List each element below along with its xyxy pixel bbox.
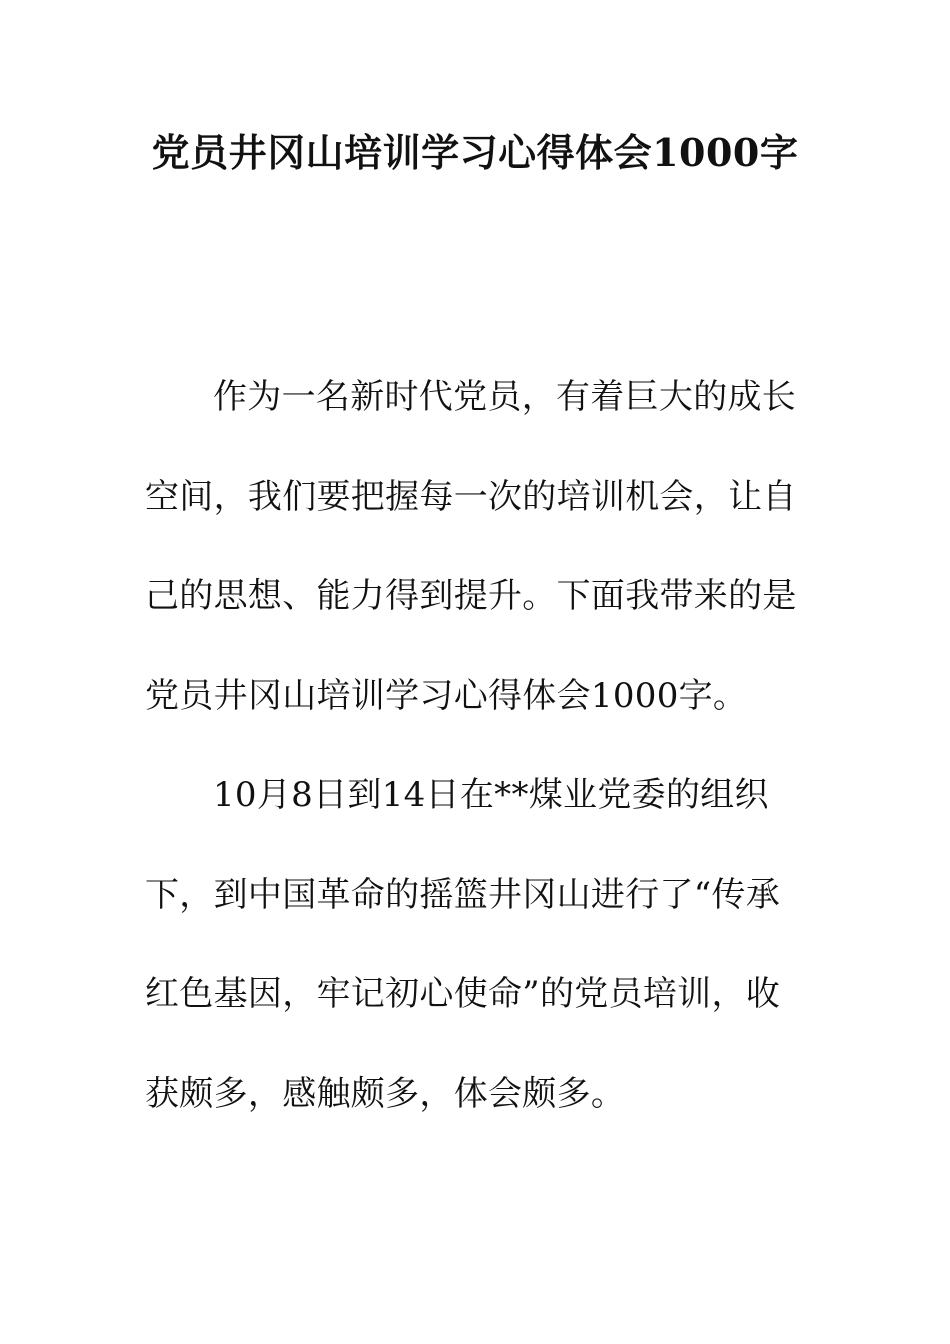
- paragraph-intro: 作为一名新时代党员，有着巨大的成长空间，我们要把握每一次的培训机会，让自己的思想、能力得到提升。下面我带来的是党员井冈山培训学习心得体会1000字。: [145, 377, 797, 716]
- document-title: 党员井冈山培训学习心得体会1000字: [151, 130, 799, 175]
- document-body: [145, 348, 805, 1144]
- paragraph-training: 10月8日到14日在**煤业党委的组织下，到中国革命的摇篮井冈山进行了“传承红色基因，牢记初心使命”的党员培训，收获颇多，感触颇多，体会颇多。: [145, 775, 781, 1114]
